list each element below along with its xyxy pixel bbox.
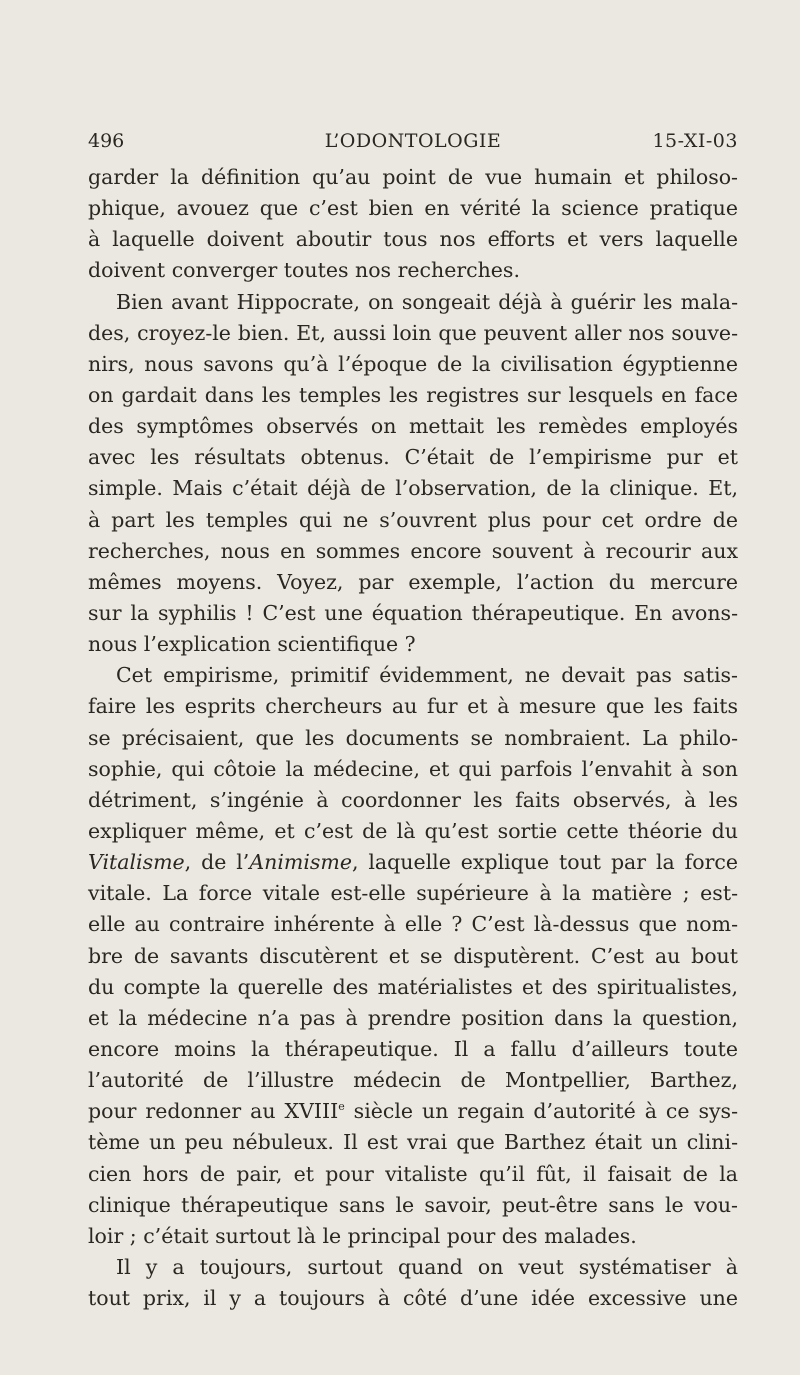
text-line: se précisaient, que les documents se nombraient. La philo- xyxy=(88,725,738,750)
text-segment: pour redonner au XVIII xyxy=(88,1099,339,1124)
text-line: tème un peu nébuleux. Il est vrai que Barthez était un clini- xyxy=(88,1130,738,1155)
body-text xyxy=(88,162,738,1314)
text-line: faire les esprits chercheurs au fur et à mesure que les faits xyxy=(88,694,738,719)
text-line: nous l’explication scientifique ? xyxy=(88,632,416,657)
italic-term: Vitalisme xyxy=(88,850,185,875)
text-segment: , laquelle explique tout par la force xyxy=(351,850,738,875)
text-line: avec les résultats obtenus. C’était de l’empirisme pur et xyxy=(88,445,738,470)
text-line: expliquer même, et c’est de là qu’est sortie cette théorie du xyxy=(88,818,738,843)
text-line: recherches, nous en sommes encore souvent à recourir aux xyxy=(88,538,738,563)
text-line: du compte la querelle des matérialistes et des spiritualistes, xyxy=(88,974,738,999)
text-line: à part les temples qui ne s’ouvrent plus pour cet ordre de xyxy=(88,507,738,532)
text-line: elle au contraire inhérente à elle ? C’est là-dessus que nom- xyxy=(88,912,738,937)
text-line: Bien avant Hippocrate, on songeait déjà à guérir les mala- xyxy=(116,289,738,314)
text-line: mêmes moyens. Voyez, par exemple, l’action du mercure xyxy=(88,569,738,594)
text-line: phique, avouez que c’est bien en vérité la science pratique xyxy=(88,196,738,221)
text-line: des, croyez-le bien. Et, aussi loin que peuvent aller nos souve- xyxy=(88,320,738,345)
text-line: cien hors de pair, et pour vitaliste qu’il fût, il faisait de la xyxy=(88,1161,738,1186)
text-line: à laquelle doivent aboutir tous nos efforts et vers laquelle xyxy=(88,227,738,252)
italic-term: Animisme xyxy=(249,850,352,875)
text-line: sophie, qui côtoie la médecine, et qui parfois l’envahit à son xyxy=(88,756,738,781)
text-line: clinique thérapeutique sans le savoir, peut-être sans le vou- xyxy=(88,1192,738,1217)
text-line: loir ; c’était surtout là le principal pour des malades. xyxy=(88,1223,637,1248)
text-segment: siècle un regain d’autorité à ce sys- xyxy=(344,1099,739,1124)
text-line: des symptômes observés on mettait les remèdes employés xyxy=(88,414,738,439)
text-line xyxy=(88,1096,738,1127)
text-line: on gardait dans les temples les registres sur lesquels en face xyxy=(88,382,738,407)
issue-date: 15-XI-03 xyxy=(652,130,738,152)
text-line: sur la syphilis ! C’est une équation thérapeutique. En avons- xyxy=(88,600,738,625)
superscript: e xyxy=(338,1100,345,1114)
text-line: l’autorité de l’illustre médecin de Montpellier, Barthez, xyxy=(88,1068,738,1093)
text-line: tout prix, il y a toujours à côté d’une idée excessive une xyxy=(88,1286,738,1311)
text-line: bre de savants discutèrent et se disputèrent. C’est au bout xyxy=(88,943,738,968)
text-line: Il y a toujours, surtout quand on veut systématiser à xyxy=(116,1254,738,1279)
text-line: encore moins la thérapeutique. Il a fallu d’ailleurs toute xyxy=(88,1036,738,1061)
text-line: doivent converger toutes nos recherches. xyxy=(88,258,520,283)
text-line: simple. Mais c’était déjà de l’observation, de la clinique. Et, xyxy=(88,476,738,501)
text-line: détriment, s’ingénie à coordonner les faits observés, à les xyxy=(88,787,738,812)
text-line: et la médecine n’a pas à prendre position dans la question, xyxy=(88,1005,738,1030)
text-line: nirs, nous savons qu’à l’époque de la civilisation égyptienne xyxy=(88,351,738,376)
running-header xyxy=(88,126,738,156)
page-number: 496 xyxy=(88,130,125,152)
text-line: vitale. La force vitale est-elle supérieure à la matière ; est- xyxy=(88,881,738,906)
journal-title: L’ODONTOLOGIE xyxy=(324,130,502,152)
text-line: Cet empirisme, primitif évidemment, ne devait pas satis- xyxy=(116,663,738,688)
text-line xyxy=(88,847,738,878)
text-line: garder la définition qu’au point de vue humain et philoso- xyxy=(88,165,738,189)
text-segment: , de l’ xyxy=(184,850,250,875)
